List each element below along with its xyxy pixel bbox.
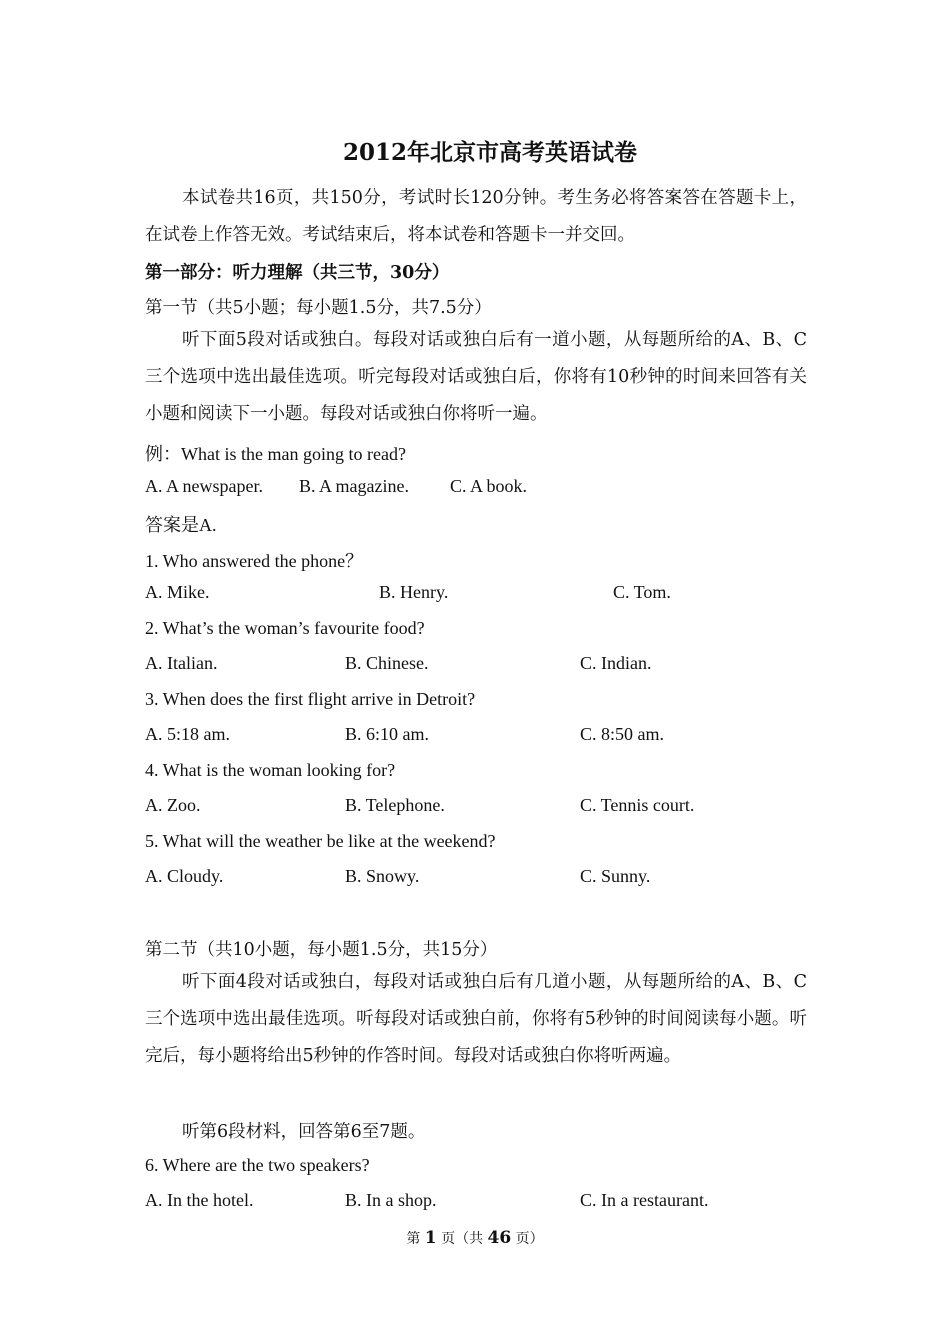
footer-total-pages: 46 — [487, 1228, 512, 1248]
q3-option-b: B. 6:10 am. — [345, 724, 429, 744]
q6-option-a: A. In the hotel. — [145, 1190, 254, 1210]
q2-option-a: A. Italian. — [145, 653, 218, 673]
section2-heading: 第二节（共10小题，每小题1.5分，共15分） — [145, 940, 498, 960]
q2-option-b: B. Chinese. — [345, 653, 429, 673]
example-option-b: B. A magazine. — [299, 476, 409, 496]
q6-option-c: C. In a restaurant. — [580, 1190, 709, 1210]
q5-option-c: C. Sunny. — [580, 866, 651, 886]
q1-option-c: C. Tom. — [613, 582, 671, 602]
q5-option-a: A. Cloudy. — [145, 866, 224, 886]
material-note: 听第6段材料，回答第6至7题。 — [182, 1122, 426, 1142]
question-5: 5. What will the weather be like at the weekend? — [145, 831, 496, 851]
q3-option-c: C. 8:50 am. — [580, 724, 664, 744]
question-6: 6. Where are the two speakers? — [145, 1155, 370, 1175]
intro-paragraph: 本试卷共16页，共150分，考试时长120分钟。考生务必将答案答在答题卡上，在试卷上作答无效。考试结束后，将本试卷和答题卡一并交回。 — [145, 188, 807, 245]
question-1: 1. Who answered the phone？ — [145, 551, 364, 571]
page-title: 2012年北京市高考英语试卷 — [342, 139, 637, 166]
part1-heading: 第一部分：听力理解（共三节，30分） — [145, 263, 450, 283]
section1-instructions: 听下面5段对话或独白。每段对话或独白后有一道小题，从每题所给的A、B、C三个选项中选出最佳选项。听完每段对话或独白后，你将有10秒钟的时间来回答有关小题和阅读下一小题。每段对话或独白你将听一遍。 — [145, 330, 807, 424]
example-option-c: C. A book. — [450, 476, 528, 496]
footer-suffix: 页） — [515, 1231, 544, 1247]
example-option-a: A. A newspaper. — [145, 476, 263, 496]
example-question: 例：What is the man going to read? — [145, 444, 406, 464]
q5-option-b: B. Snowy. — [345, 866, 420, 886]
section1-heading: 第一节（共5小题；每小题1.5分，共7.5分） — [145, 298, 492, 318]
question-3: 3. When does the first flight arrive in Detroit? — [145, 689, 476, 709]
example-answer: 答案是A. — [145, 515, 217, 535]
section2-instructions: 听下面4段对话或独白，每段对话或独白后有几道小题，从每题所给的A、B、C三个选项中选出最佳选项。听每段对话或独白前，你将有5秒钟的时间阅读每小题。听完后，每小题将给出5秒钟的作答时间。每段对话或独白你将听两遍。 — [145, 972, 807, 1066]
q3-option-a: A. 5:18 am. — [145, 724, 230, 744]
question-4: 4. What is the woman looking for? — [145, 760, 396, 780]
footer-prefix: 第 — [406, 1231, 421, 1247]
q1-option-a: A. Mike. — [145, 582, 210, 602]
q4-option-c: C. Tennis court. — [580, 795, 695, 815]
q1-option-b: B. Henry. — [379, 582, 449, 602]
page-footer — [0, 1228, 950, 1248]
q2-option-c: C. Indian. — [580, 653, 652, 673]
question-2: 2. What’s the woman’s favourite food? — [145, 618, 425, 638]
q4-option-a: A. Zoo. — [145, 795, 201, 815]
q4-option-b: B. Telephone. — [345, 795, 445, 815]
footer-page-number: 1 — [424, 1228, 437, 1248]
footer-middle: 页（共 — [441, 1231, 484, 1247]
q6-option-b: B. In a shop. — [345, 1190, 437, 1210]
